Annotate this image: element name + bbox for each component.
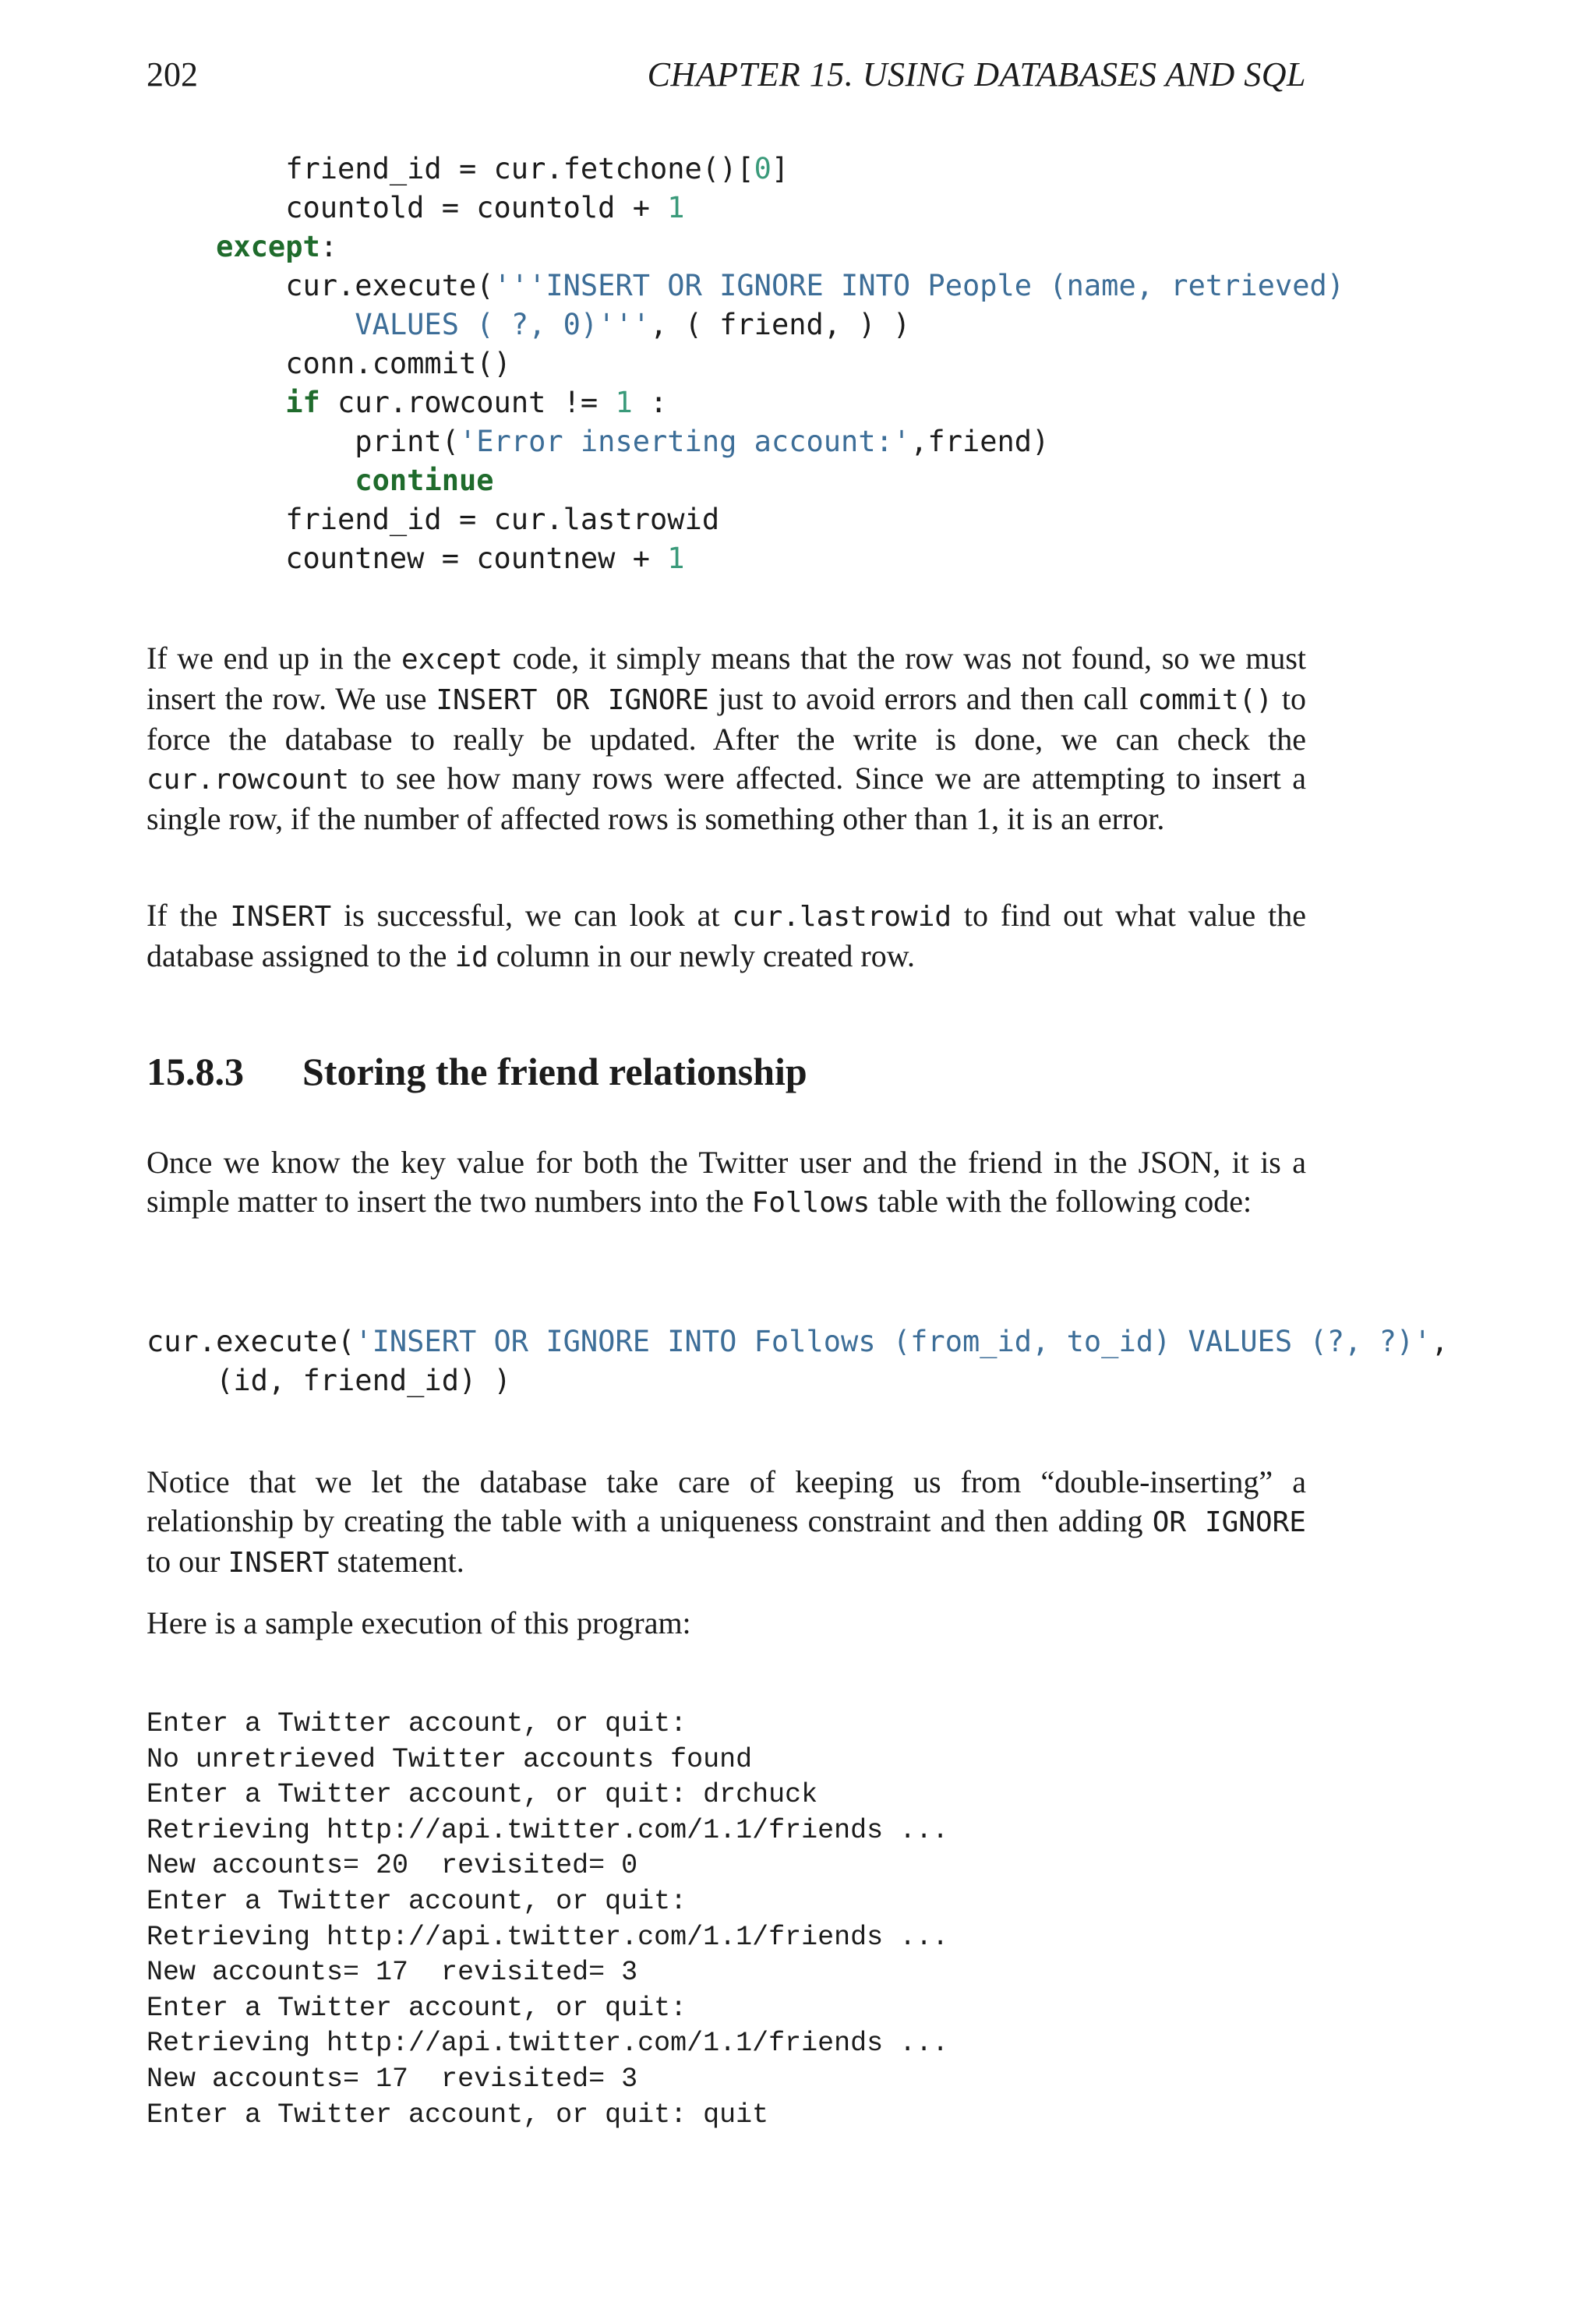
code-line: cur.execute('INSERT OR IGNORE INTO Follows (from_id, to_id) VALUES (?, ?)', [147,1325,1449,1358]
paragraph-except-explanation: If we end up in the except code, it simply means that the row was not found, so we must insert the row. We use INSERT OR IGNORE just to avoid errors and then call commit() to force the database to really be updated. After the write is done, we can check the cur.rowcount to see how many rows were affected. Since we are attempting to insert a single row, if the number of affected rows is something other than 1, it is an error. [147,641,1307,836]
chapter-title: CHAPTER 15. USING DATABASES AND SQL [647,55,1306,94]
paragraph-lastrowid: If the INSERT is successful, we can look at cur.lastrowid to find out what value the database assigned to the id column in our newly created row. [147,898,1307,973]
section-number: 15.8.3 [147,1050,244,1093]
output-line: Enter a Twitter account, or quit: [147,1885,687,1917]
output-line: New accounts= 20 revisited= 0 [147,1850,638,1882]
paragraph-uniqueness: Notice that we let the database take care of keeping us from “double-inserting” a relationship by creating the table with a uniqueness constraint and then adding OR IGNORE to our INSERT statement. [147,1464,1306,1579]
code-line: except: [216,230,338,263]
sample-output-block [147,1707,948,2133]
code-line: cur.execute('''INSERT OR IGNORE INTO People (name, retrieved) [147,269,1345,302]
code-line: countold = countold + 1 [147,191,685,224]
output-line: Retrieving http://api.twitter.com/1.1/friends ... [147,1921,949,1953]
code-line: continue [355,464,494,497]
output-line: Enter a Twitter account, or quit: drchuck [147,1779,818,1811]
output-line: No unretrieved Twitter accounts found [147,1743,753,1775]
output-line: Enter a Twitter account, or quit: quit [147,2099,769,2131]
code-line: if cur.rowcount != 1 : [285,386,668,419]
output-line: Retrieving http://api.twitter.com/1.1/friends ... [147,2028,949,2060]
paragraph-sample-intro: Here is a sample execution of this program: [147,1605,691,1640]
code-line: (id, friend_id) ) [147,1364,511,1397]
page-number: 202 [147,55,198,94]
code-line: print('Error inserting account:',friend) [147,425,1050,458]
code-line: conn.commit() [147,347,511,380]
page-header [147,55,1306,101]
output-line: Retrieving http://api.twitter.com/1.1/friends ... [147,1814,949,1846]
paragraph-follows-intro: Once we know the key value for both the Twitter user and the friend in the JSON, it is a simple matter to insert the two numbers into the Follows table with the following code: [147,1145,1306,1219]
code-line: friend_id = cur.lastrowid [147,503,720,536]
section-title: Storing the friend relationship [302,1050,807,1093]
code-block-insert-follows [147,1322,1449,1400]
code-line: friend_id = cur.fetchone()[0] [147,152,789,185]
output-line: New accounts= 17 revisited= 3 [147,2063,638,2095]
section-heading [147,1049,807,1094]
code-block-insert-people [147,150,1344,578]
output-line: Enter a Twitter account, or quit: [147,1992,687,2024]
code-line: VALUES ( ?, 0)''', ( friend, ) ) [355,308,911,341]
code-line: countnew = countnew + 1 [147,542,685,575]
output-line: Enter a Twitter account, or quit: [147,1708,687,1739]
output-line: New accounts= 17 revisited= 3 [147,1957,638,1989]
